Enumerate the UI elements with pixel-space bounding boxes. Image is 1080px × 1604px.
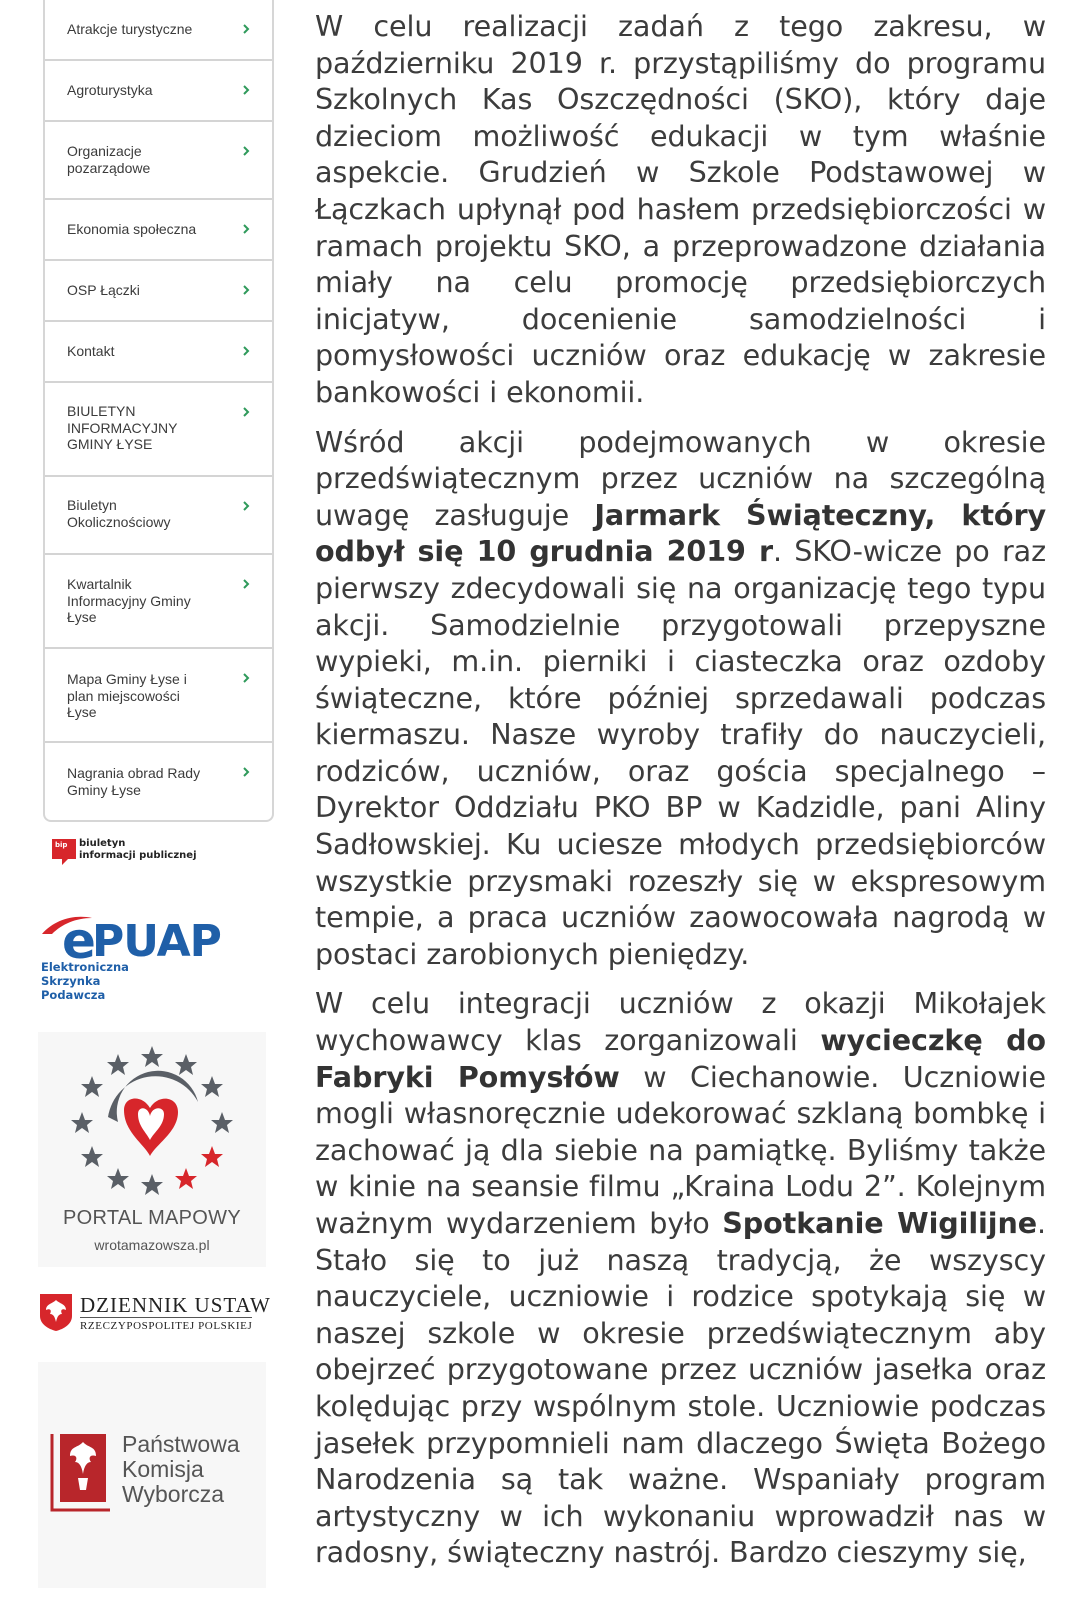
sidebar-item-mapa-gminy[interactable]: [45, 649, 272, 743]
bip-line2: informacji publicznej: [79, 850, 197, 861]
sidebar-item-biuletyn-okolicznosciowy[interactable]: [45, 477, 272, 555]
article-body: [315, 8, 1046, 1584]
chevron-right-icon: [240, 284, 252, 296]
epuap-banner[interactable]: [40, 908, 270, 1004]
portal-mapowy-title: PORTAL MAPOWY: [62, 1207, 241, 1229]
sidebar-item-nagrania[interactable]: [45, 743, 272, 822]
article-paragraph-2: [315, 424, 1046, 973]
pkw-line2: Komisja: [122, 1456, 204, 1482]
article-paragraph-3: [315, 985, 1046, 1571]
sidebar-item-kontakt[interactable]: [45, 322, 272, 383]
chevron-right-icon: [240, 500, 252, 512]
sidebar-item-biuletyn-informacyjny[interactable]: [45, 383, 272, 477]
article-text: . SKO-wicze po raz pierwszy zdecydowali się na organizację tego typu akcji. Samodzielnie przygotowali przepyszne wypieki, m.in. pierniki i ciasteczka oraz ozdoby świąteczne, które później sprzedawali podczas kiermaszu. Nasze wyroby trafiły do nauczycieli, rodziców, uczniów, oraz gościa specjalnego – Dyrektor Oddziału PKO BP w Kadzidle, pani Aliny Sadłowskiej. Ku uciesze młodych przedsiębiorców wszystkie przysmaki rozeszły się w ekspresowym tempie, a praca uczniów zaowocowała nagrodą w postaci zarobionych pieniędzy.: [315, 534, 1046, 971]
chevron-right-icon: [240, 406, 252, 418]
article-text: W celu integracji uczniów z okazji Mikołajek wychowawcy klas zorganizowali: [315, 986, 1046, 1058]
sidebar-item-organizacje[interactable]: [45, 122, 272, 200]
pkw-emblem-icon: [48, 1430, 118, 1520]
article-bold-text: Jarmark Świąteczny, który odbył się 10 grudnia 2019 r: [315, 497, 1046, 569]
sidebar-item-osp[interactable]: [45, 261, 272, 322]
dziennik-ustaw-subtitle: RZECZYPOSPOLITEJ POLSKIEJ: [80, 1317, 252, 1332]
eagle-emblem-icon: [38, 1292, 74, 1332]
sidebar-item-label: Kwartalnik Informacyjny Gminy Łyse: [67, 576, 191, 625]
sidebar-item-label: Nagrania obrad Rady Gminy Łyse: [67, 765, 201, 798]
pkw-line1: Państwowa: [122, 1431, 240, 1457]
dziennik-ustaw-banner[interactable]: [38, 1290, 271, 1334]
chevron-right-icon: [240, 145, 252, 157]
sidebar-item-atrakcje[interactable]: [45, 0, 272, 61]
chevron-right-icon: [240, 84, 252, 96]
article-text: . Stało się to już naszą tradycją, że wszyscy nauczyciele, uczniowie i rodzice spotykają się w naszej szkole w okresie przedświątecznym aby obejrzeć przygotowane przez uczniów jasełka oraz kolędując przy wspólnym stole. Uczniowie podczas jasełek przypomnieli nam dlaczego Święta Bożego Narodzenia są tak ważne. Wspaniały program artystyczny w ich wykonaniu wprowadził nas w radosny, świąteczny nastrój. Bardzo cieszymy się,: [315, 1206, 1046, 1570]
sidebar-item-label: BIULETYN INFORMACYJNY GMINY ŁYSE: [67, 403, 178, 452]
chevron-right-icon: [240, 23, 252, 35]
epuap-line2: Skrzynka: [41, 974, 101, 988]
chevron-right-icon: [240, 672, 252, 684]
portal-mapowy-url: wrotamazowsza.pl: [94, 1237, 210, 1253]
pkw-text: [122, 1432, 240, 1507]
sidebar-item-label: Atrakcje turystyczne: [67, 21, 193, 37]
pkw-line3: Wyborcza: [122, 1481, 225, 1507]
chevron-right-icon: [240, 766, 252, 778]
chevron-right-icon: [240, 345, 252, 357]
sidebar-menu: [43, 0, 274, 822]
sidebar-item-kwartalnik[interactable]: [45, 555, 272, 649]
sidebar-item-label: Biuletyn Okolicznościowy: [67, 497, 171, 530]
article-text: Wśród akcji podejmowanych w okresie przedświątecznym przez uczniów na szczególną uwagę zasługuje: [315, 424, 1046, 532]
sidebar-item-label: Organizacje pozarządowe: [67, 143, 151, 176]
article-bold-text: wycieczkę do Fabryki Pomysłów: [315, 1023, 1046, 1094]
svg-text:PUAP: PUAP: [92, 916, 221, 964]
sidebar-item-label: Kontakt: [67, 343, 115, 359]
epuap-line1: Elektroniczna: [41, 960, 129, 974]
bip-line1: biuletyn: [79, 838, 126, 849]
dziennik-ustaw-title: DZIENNIK USTAW: [80, 1293, 271, 1317]
article-bold-text: Spotkanie Wigilijne: [722, 1206, 1037, 1240]
sidebar-item-agroturystyka[interactable]: [45, 61, 272, 122]
sidebar-item-label: Ekonomia społeczna: [67, 221, 197, 237]
sidebar-item-label: OSP Łączki: [67, 282, 140, 298]
epuap-logo-icon: [40, 908, 270, 964]
sidebar-item-ekonomia[interactable]: [45, 200, 272, 261]
svg-text:bip: bip: [55, 841, 68, 849]
epuap-line3: Podawcza: [41, 988, 106, 1002]
pkw-banner[interactable]: [38, 1362, 266, 1588]
svg-text:e: e: [62, 912, 94, 964]
chevron-right-icon: [240, 578, 252, 590]
article-paragraph-1: W celu realizacji zadań z tego zakresu, w październiku 2019 r. przystąpiliśmy do programu Szkolnych Kas Oszczędności (SKO), który daje dzieciom możliwość edukacji w tym właśnie aspekcie. Grudzień w Szkole Podstawowej w Łączkach upłynął pod hasłem przedsiębiorczości w ramach projektu SKO, a przeprowadzone działania miały na celu promocję przedsiębiorczych inicjatyw, docenienie samodzielności i pomysłowości uczniów oraz edukację w zakresie bankowości i ekonomii.: [315, 9, 1046, 409]
chevron-right-icon: [240, 223, 252, 235]
article-text: w Ciechanowie. Uczniowie mogli własnoręcznie udekorować szklaną bombkę i zachować ją dla siebie na pamiątkę. Byliśmy także w kinie na seansie filmu „Kraina Lodu 2”. Kolejnym ważnym wydarzeniem było: [315, 1059, 1046, 1240]
portal-mapowy-logo-icon: [38, 1032, 266, 1202]
epuap-subtitle: [41, 960, 129, 1002]
sidebar-item-label: Mapa Gminy Łyse i plan miejscowości Łyse: [67, 671, 187, 720]
sidebar-item-label: Agroturystyka: [67, 82, 153, 98]
portal-mapowy-banner[interactable]: [38, 1032, 266, 1267]
bip-banner[interactable]: [50, 835, 197, 867]
